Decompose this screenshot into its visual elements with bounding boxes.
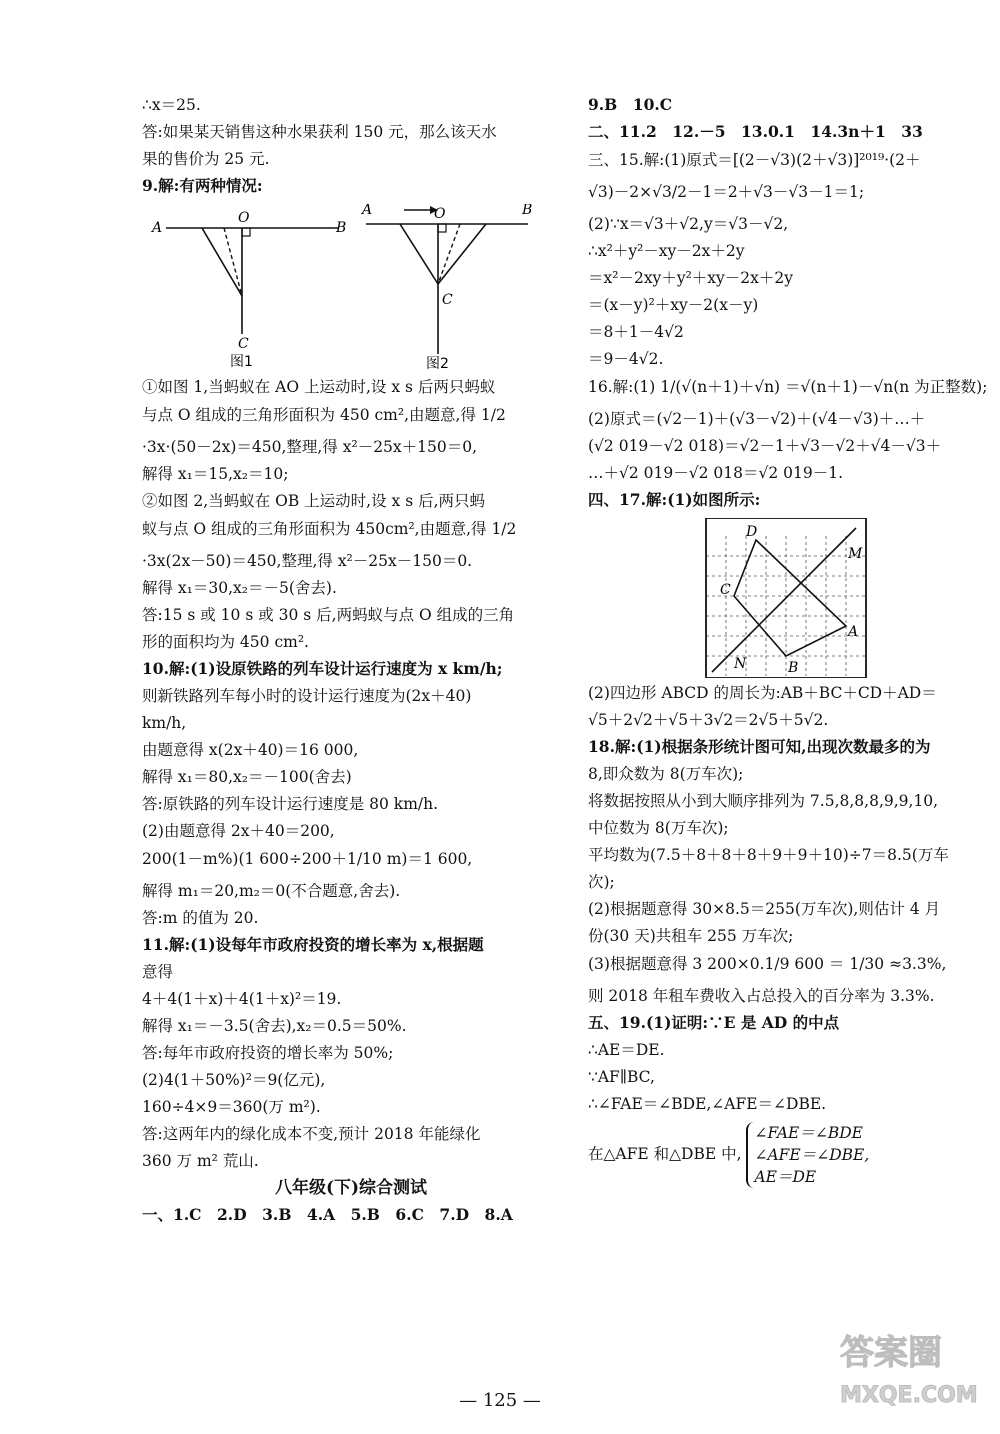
- line: 360 万 m² 荒山.: [142, 1152, 259, 1170]
- line: √3)－2×√3/2－1＝2＋√3－√3－1＝1;: [588, 183, 865, 201]
- line: 160÷4×9＝360(万 m²).: [142, 1098, 321, 1116]
- line: 解得 x₁＝15,x₂＝10;: [142, 465, 289, 483]
- answers-row: 一、1.C 2.D 3.B 4.A 5.B 6.C 7.D 8.A: [142, 1205, 513, 1224]
- label-B1: B: [336, 220, 347, 236]
- label-A: A: [848, 624, 859, 640]
- line: 意得: [142, 963, 174, 981]
- line: (2)根据题意得 30×8.5＝255(万车次),则估计 4 月: [588, 900, 941, 918]
- line: 与点 O 组成的三角形面积为 450 cm²,由题意,得 1/2: [142, 406, 506, 424]
- line: (√2 019－√2 018)＝√2－1＋√3－√2＋√4－√3＋: [588, 437, 942, 455]
- ant-figures: [142, 204, 560, 372]
- line: (2)∵x＝√3＋√2,y＝√3－√2,: [588, 215, 789, 233]
- fig2-caption: 图2: [426, 356, 449, 372]
- label-A1: A: [152, 220, 163, 236]
- equation: ∠FAE＝∠BDE: [754, 1124, 863, 1142]
- grid-quadrilateral-figure: [588, 518, 990, 678]
- system-line: [588, 1122, 990, 1188]
- problem-heading: 9.解:有两种情况:: [142, 176, 263, 195]
- line: 由题意得 x(2x＋40)＝16 000,: [142, 741, 359, 759]
- line: 平均数为(7.5＋8＋8＋8＋9＋9＋10)÷7＝8.5(万车: [588, 846, 949, 864]
- line: ①如图 1,当蚂蚁在 AO 上运动时,设 x s 后两只蚂蚁: [142, 378, 496, 396]
- line: 则 2018 年租车费收入占总投入的百分率为 3.3%.: [588, 987, 935, 1005]
- label-M: M: [848, 546, 863, 562]
- label-C1: C: [238, 336, 249, 352]
- line: ∴AE＝DE.: [588, 1041, 665, 1059]
- line: 中位数为 8(万车次);: [588, 819, 729, 837]
- line: (2)四边形 ABCD 的周长为:AB＋BC＋CD＋AD＝: [588, 684, 937, 702]
- line: 三、15.解:(1)原式＝[(2－√3)(2＋√3)]²⁰¹⁹·(2＋: [588, 151, 921, 169]
- line: ∵AF∥BC,: [588, 1068, 655, 1086]
- line: 答:如果某天销售这种水果获利 150 元，那么该天水: [142, 123, 497, 141]
- line: 形的面积均为 450 cm².: [142, 633, 309, 651]
- line: 蚁与点 O 组成的三角形面积为 450cm²,由题意,得 1/2: [142, 520, 517, 538]
- answers-row: 9.B 10.C: [588, 95, 673, 114]
- line: 则新铁路列车每小时的设计运行速度为(2x＋40): [142, 687, 472, 705]
- line: 16.解:(1) 1/(√(n＋1)＋√n) ＝√(n＋1)－√n(n 为正整数);: [588, 378, 988, 396]
- section-title: 八年级(下)综合测试: [274, 1178, 428, 1198]
- line: ②如图 2,当蚂蚁在 OB 上运动时,设 x s 后,两只蚂: [142, 492, 485, 510]
- grid-figure: [588, 518, 990, 678]
- line: 解得 m₁＝20,m₂＝0(不合题意,舍去).: [142, 882, 401, 900]
- equation: AE＝DE: [754, 1168, 817, 1186]
- label-C2: C: [442, 292, 453, 308]
- watermark-line1: 答案圈: [840, 1333, 942, 1373]
- problem-heading: 四、17.解:(1)如图所示:: [588, 490, 761, 509]
- line: 次);: [588, 873, 615, 891]
- equation: ∠AFE＝∠DBE,: [754, 1146, 870, 1164]
- label-A2: A: [362, 204, 373, 218]
- line: 答:m 的值为 20.: [142, 909, 259, 927]
- line: (2)原式＝(√2－1)＋(√3－√2)＋(√4－√3)＋…＋: [588, 410, 926, 428]
- line: ＝8＋1－4√2: [588, 323, 684, 341]
- label-O2: O: [434, 206, 446, 222]
- line: (3)根据题意得 3 200×0.1/9 600 ＝ 1/30 ≈3.3%,: [588, 955, 947, 973]
- line: 8,即众数为 8(万车次);: [588, 765, 744, 783]
- line: 解得 x₁＝30,x₂＝－5(舍去).: [142, 579, 337, 597]
- line: 份(30 天)共租车 255 万车次;: [588, 927, 794, 945]
- label-C: C: [720, 582, 731, 598]
- label-B: B: [788, 660, 799, 676]
- fig1-caption: 图1: [230, 354, 253, 370]
- label-O1: O: [238, 210, 250, 226]
- line: ∴x²＋y²－xy－2x＋2y: [588, 242, 745, 260]
- line: 4＋4(1＋x)＋4(1＋x)²＝19.: [142, 990, 342, 1008]
- line: ·3x(2x－50)＝450,整理,得 x²－25x－150＝0.: [142, 552, 473, 570]
- line: …＋√2 019－√2 018＝√2 019－1.: [588, 464, 844, 482]
- line: ＝(x－y)²＋xy－2(x－y): [588, 296, 759, 314]
- page-number: — 125 —: [459, 1390, 541, 1411]
- problem-heading: 18.解:(1)根据条形统计图可知,出现次数最多的为: [588, 737, 931, 756]
- line: 答:每年市政府投资的增长率为 50%;: [142, 1044, 394, 1062]
- line: (2)4(1＋50%)²＝9(亿元),: [142, 1071, 326, 1089]
- line: ∴∠FAE＝∠BDE,∠AFE＝∠DBE.: [588, 1095, 827, 1113]
- line: 200(1－m%)(1 600÷200＋1/10 m)＝1 600,: [142, 850, 473, 868]
- ant-triangle-figures: [142, 204, 560, 372]
- problem-heading: 11.解:(1)设每年市政府投资的增长率为 x,根据题: [142, 935, 484, 954]
- line: ＝x²－2xy＋y²＋xy－2x＋2y: [588, 269, 794, 287]
- watermark-line2: MXQE.COM: [840, 1383, 978, 1408]
- left-column: [142, 96, 560, 1233]
- line: 在△AFE 和△DBE 中,: [588, 1145, 742, 1163]
- line: ·3x·(50－2x)＝450,整理,得 x²－25x＋150＝0,: [142, 438, 478, 456]
- line: 答:这两年内的绿化成本不变,预计 2018 年能绿化: [142, 1125, 481, 1143]
- right-column: [588, 96, 990, 1197]
- line: ∴x＝25.: [142, 96, 201, 114]
- label-D: D: [746, 524, 758, 540]
- line: 答:15 s 或 10 s 或 30 s 后,两蚂蚁与点 O 组成的三角: [142, 606, 515, 624]
- problem-heading: 五、19.(1)证明:∵E 是 AD 的中点: [588, 1013, 840, 1032]
- line: √5＋2√2＋√5＋3√2＝2√5＋5√2.: [588, 711, 829, 729]
- answers-row: 二、11.2 12.－5 13.0.1 14.3n＋1 33: [588, 122, 923, 141]
- line: ＝9－4√2.: [588, 350, 664, 368]
- problem-heading: 10.解:(1)设原铁路的列车设计运行速度为 x km/h;: [142, 659, 503, 678]
- line: 解得 x₁＝80,x₂＝－100(舍去): [142, 768, 352, 786]
- line: km/h,: [142, 714, 187, 732]
- line: (2)由题意得 2x＋40＝200,: [142, 822, 335, 840]
- line: 解得 x₁＝－3.5(舍去),x₂＝0.5＝50%.: [142, 1017, 407, 1035]
- line: 果的售价为 25 元.: [142, 150, 270, 168]
- line: 答:原铁路的列车设计运行速度是 80 km/h.: [142, 795, 439, 813]
- watermark-logo: [832, 1316, 982, 1416]
- equation-system: [746, 1122, 869, 1188]
- line: 将数据按照从小到大顺序排列为 7.5,8,8,8,9,9,10,: [588, 792, 939, 810]
- label-B2: B: [522, 204, 533, 218]
- label-N: N: [734, 656, 747, 672]
